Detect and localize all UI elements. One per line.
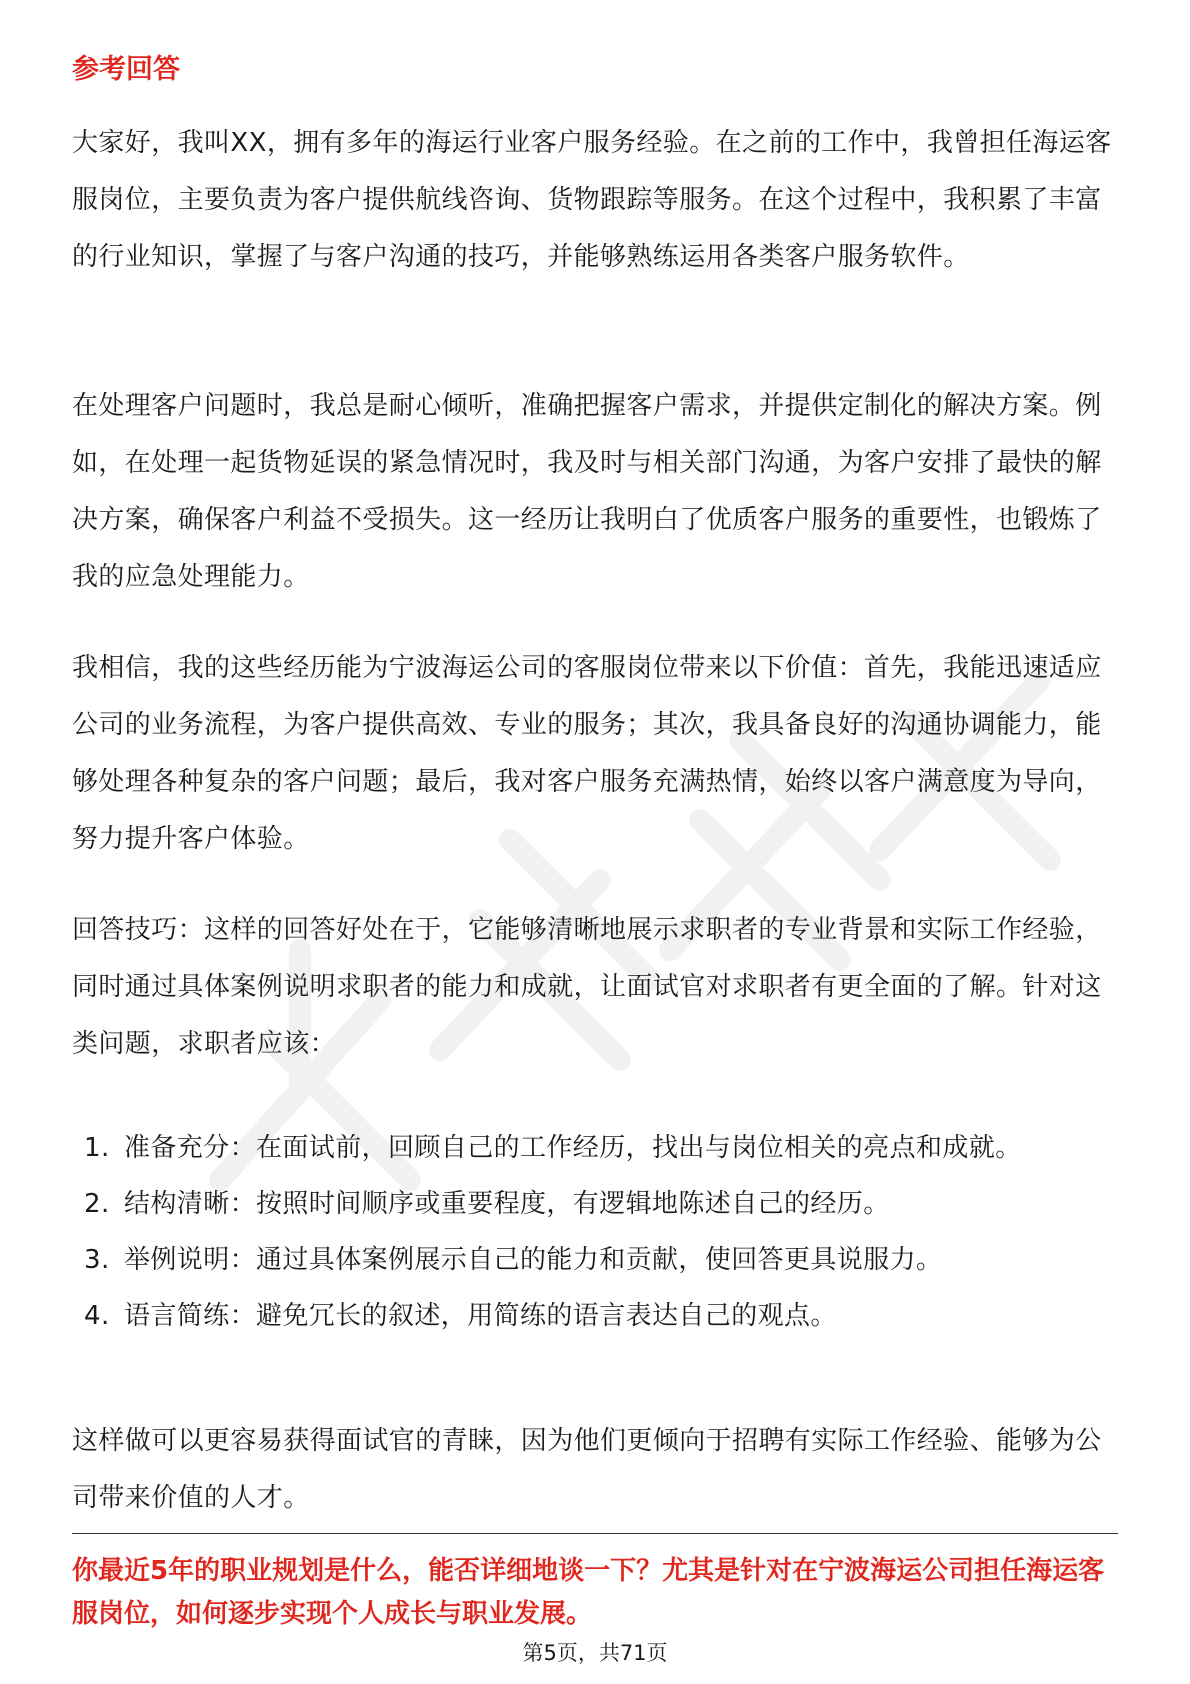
list-item — [84, 1232, 1118, 1288]
section-heading: 参考回答 — [72, 54, 180, 85]
closing-paragraph: 这样做可以更容易获得面试官的青睐，因为他们更倾向于招聘有实际工作经验、能够为公司带来价值的人才。 — [72, 1426, 1102, 1513]
answer-paragraph-3: 我相信，我的这些经历能为宁波海运公司的客服岗位带来以下价值：首先，我能迅速适应公司的业务流程，为客户提供高效、专业的服务；其次，我具备良好的沟通协调能力，能够处理各种复杂的客户问题；最后，我对客户服务充满热情，始终以客户满意度为导向，努力提升客户体验。 — [72, 653, 1102, 854]
list-item-text: 结构清晰：按照时间顺序或重要程度，有逻辑地陈述自己的经历。 — [124, 1189, 890, 1219]
divider — [72, 1533, 1118, 1534]
list-item-number: 4. — [84, 1301, 110, 1331]
list-item-text: 举例说明：通过具体案例展示自己的能力和贡献，使回答更具说服力。 — [124, 1245, 943, 1275]
list-item-number: 3. — [84, 1245, 110, 1275]
next-question-heading: 你最近5年的职业规划是什么，能否详细地谈一下？尤其是针对在宁波海运公司担任海运客服岗位，如何逐步实现个人成长与职业发展。 — [72, 1556, 1105, 1629]
tips-intro-paragraph: 回答技巧：这样的回答好处在于，它能够清晰地展示求职者的专业背景和实际工作经验，同时通过具体案例说明求职者的能力和成就，让面试官对求职者有更全面的了解。针对这类问题，求职者应该： — [72, 915, 1102, 1059]
list-item-number: 1. — [84, 1133, 110, 1163]
list-item-number: 2. — [84, 1189, 110, 1219]
answer-paragraph-2: 在处理客户问题时，我总是耐心倾听，准确把握客户需求，并提供定制化的解决方案。例如，在处理一起货物延误的紧急情况时，我及时与相关部门沟通，为客户安排了最快的解决方案，确保客户利益不受损失。这一经历让我明白了优质客户服务的重要性，也锻炼了我的应急处理能力。 — [72, 391, 1102, 592]
page-number: 第5页，共71页 — [522, 1641, 668, 1665]
list-item — [84, 1288, 1118, 1344]
tips-list — [84, 1120, 1118, 1344]
answer-paragraph-1: 大家好，我叫XX，拥有多年的海运行业客户服务经验。在之前的工作中，我曾担任海运客服岗位，主要负责为客户提供航线咨询、货物跟踪等服务。在这个过程中，我积累了丰富的行业知识，掌握了与客户沟通的技巧，并能够熟练运用各类客户服务软件。 — [72, 128, 1112, 272]
list-item-text: 语言简练：避免冗长的叙述，用简练的语言表达自己的观点。 — [124, 1301, 837, 1331]
list-item-text: 准备充分：在面试前，回顾自己的工作经历，找出与岗位相关的亮点和成就。 — [124, 1133, 1022, 1163]
list-item — [84, 1120, 1118, 1176]
list-item — [84, 1176, 1118, 1232]
